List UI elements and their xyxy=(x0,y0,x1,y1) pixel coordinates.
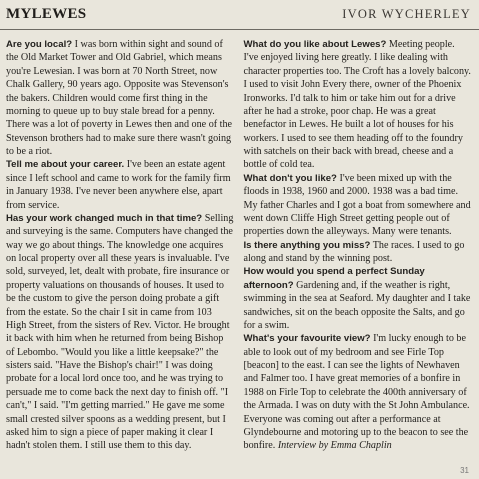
answer: The races. I used to go along and stand by the winning post. xyxy=(243,239,465,264)
qa-item xyxy=(244,332,472,452)
question: Tell me about your career. xyxy=(6,159,125,171)
answer: I'm lucky enough to be able to look out of my bedroom and see Firle Top [beacon] to the east. I can see the lights of Newhaven and Falmer too. I have great memories of a bonfire in 1988 on Firle Top to celebrate the 400th anniversary of the Armada. I was on duty with the St John Ambulance. Everyone was coming out after a performance at Glyndebourne and motoring up to the beacon to see the bonfire. xyxy=(243,333,470,452)
answer: Selling and surveying is the same. Computers have changed the way we go about things. The knowledge one acquires on local property over all these years is invaluable. I've sold, surveyed, let, dealt with probate, fire insurance or property valuations on thousands of houses. It used to be the custom to give the person doing probate a gift from the estate. So the chair I sit in came from 103 High Street, from the sisters of Rev. Victor. He brought it back with him when he returned from being Bishop of Lebombo. "Would you like a little keepsake?" the sisters said. "Have the Bishop's chair!" I was doing probate for a local lord once too, and he was trying to persuade me to come back the next day to finish off. "I can't," I said. "I'm getting married." He gave me some small crested silver spoons as a wedding present, but I asked him to sign a piece of paper making it clear I hadn't stolen them. I still use them to this day. xyxy=(6,212,234,452)
qa-item xyxy=(6,158,234,212)
qa-item xyxy=(6,38,234,158)
question: Is there anything you miss? xyxy=(243,239,371,251)
article-columns xyxy=(6,38,471,471)
page-header xyxy=(0,0,479,30)
answer: Meeting people. I've enjoyed living here greatly. I like dealing with character properties too. The Croft has a lovely balcony. I used to visit John Every there, owner of the Phoenix Ironworks. I'd talk to him or take him out for a drive after he had a stroke, poor chap. He was a great benefactor in Lewes. He built a lot of houses for his workers. I used to see them heading off to the foundry with satchels on their back with bread, cheese and a bottle of cold tea. xyxy=(243,39,471,171)
qa-item xyxy=(244,239,472,266)
question: Are you local? xyxy=(6,39,73,50)
question: Has your work changed much in that time? xyxy=(6,212,203,224)
answer: I've been an estate agent since I left school and came to work for the family firm in January 1938. I've never been anywhere else, apart from service. xyxy=(6,159,231,211)
answer: I've been mixed up with the floods in 1938, 1960 and 2000. 1938 was a bad time. My father Charles and I got a boat from somewhere and went down Cliffe High Street getting people out of properties down the alleyways. Many were tenants. xyxy=(243,172,471,238)
qa-item xyxy=(244,38,472,172)
page-number: 31 xyxy=(460,466,469,475)
question: What do you like about Lewes? xyxy=(243,39,387,50)
qa-item xyxy=(244,172,472,239)
qa-item xyxy=(244,265,472,332)
qa-item xyxy=(6,212,234,453)
left-column xyxy=(6,38,234,471)
interview-credit: Interview by Emma Chaplin xyxy=(277,440,392,452)
question: What don't you like? xyxy=(243,172,337,184)
page-title: MYLEWES xyxy=(6,6,87,22)
right-column xyxy=(244,38,472,471)
answer: I was born within sight and sound of the Old Market Tower and Old Gabriel, which means you're Lewesian. I was born at 70 North Street, now Chalk Gallery, 90 years ago. Opposite was Stevenson's the bakers. Children would come first thing in the morning to queue up to buy stale bread for a penny. There was a lot of poverty in Lewes then and one of the Stevenson brothers had to make sure there wasn't going to be a riot. xyxy=(6,39,233,157)
answer: Gardening and, if the weather is right, swimming in the sea at Seaford. My daughter and I take sandwiches, sit on the beach opposite the Salts, and go for a swim. xyxy=(243,279,471,331)
interviewee-name: IVOR WYCHERLEY xyxy=(342,7,471,21)
question: How would you spend a perfect Sunday afternoon? xyxy=(243,266,425,291)
question: What's your favourite view? xyxy=(243,333,371,345)
